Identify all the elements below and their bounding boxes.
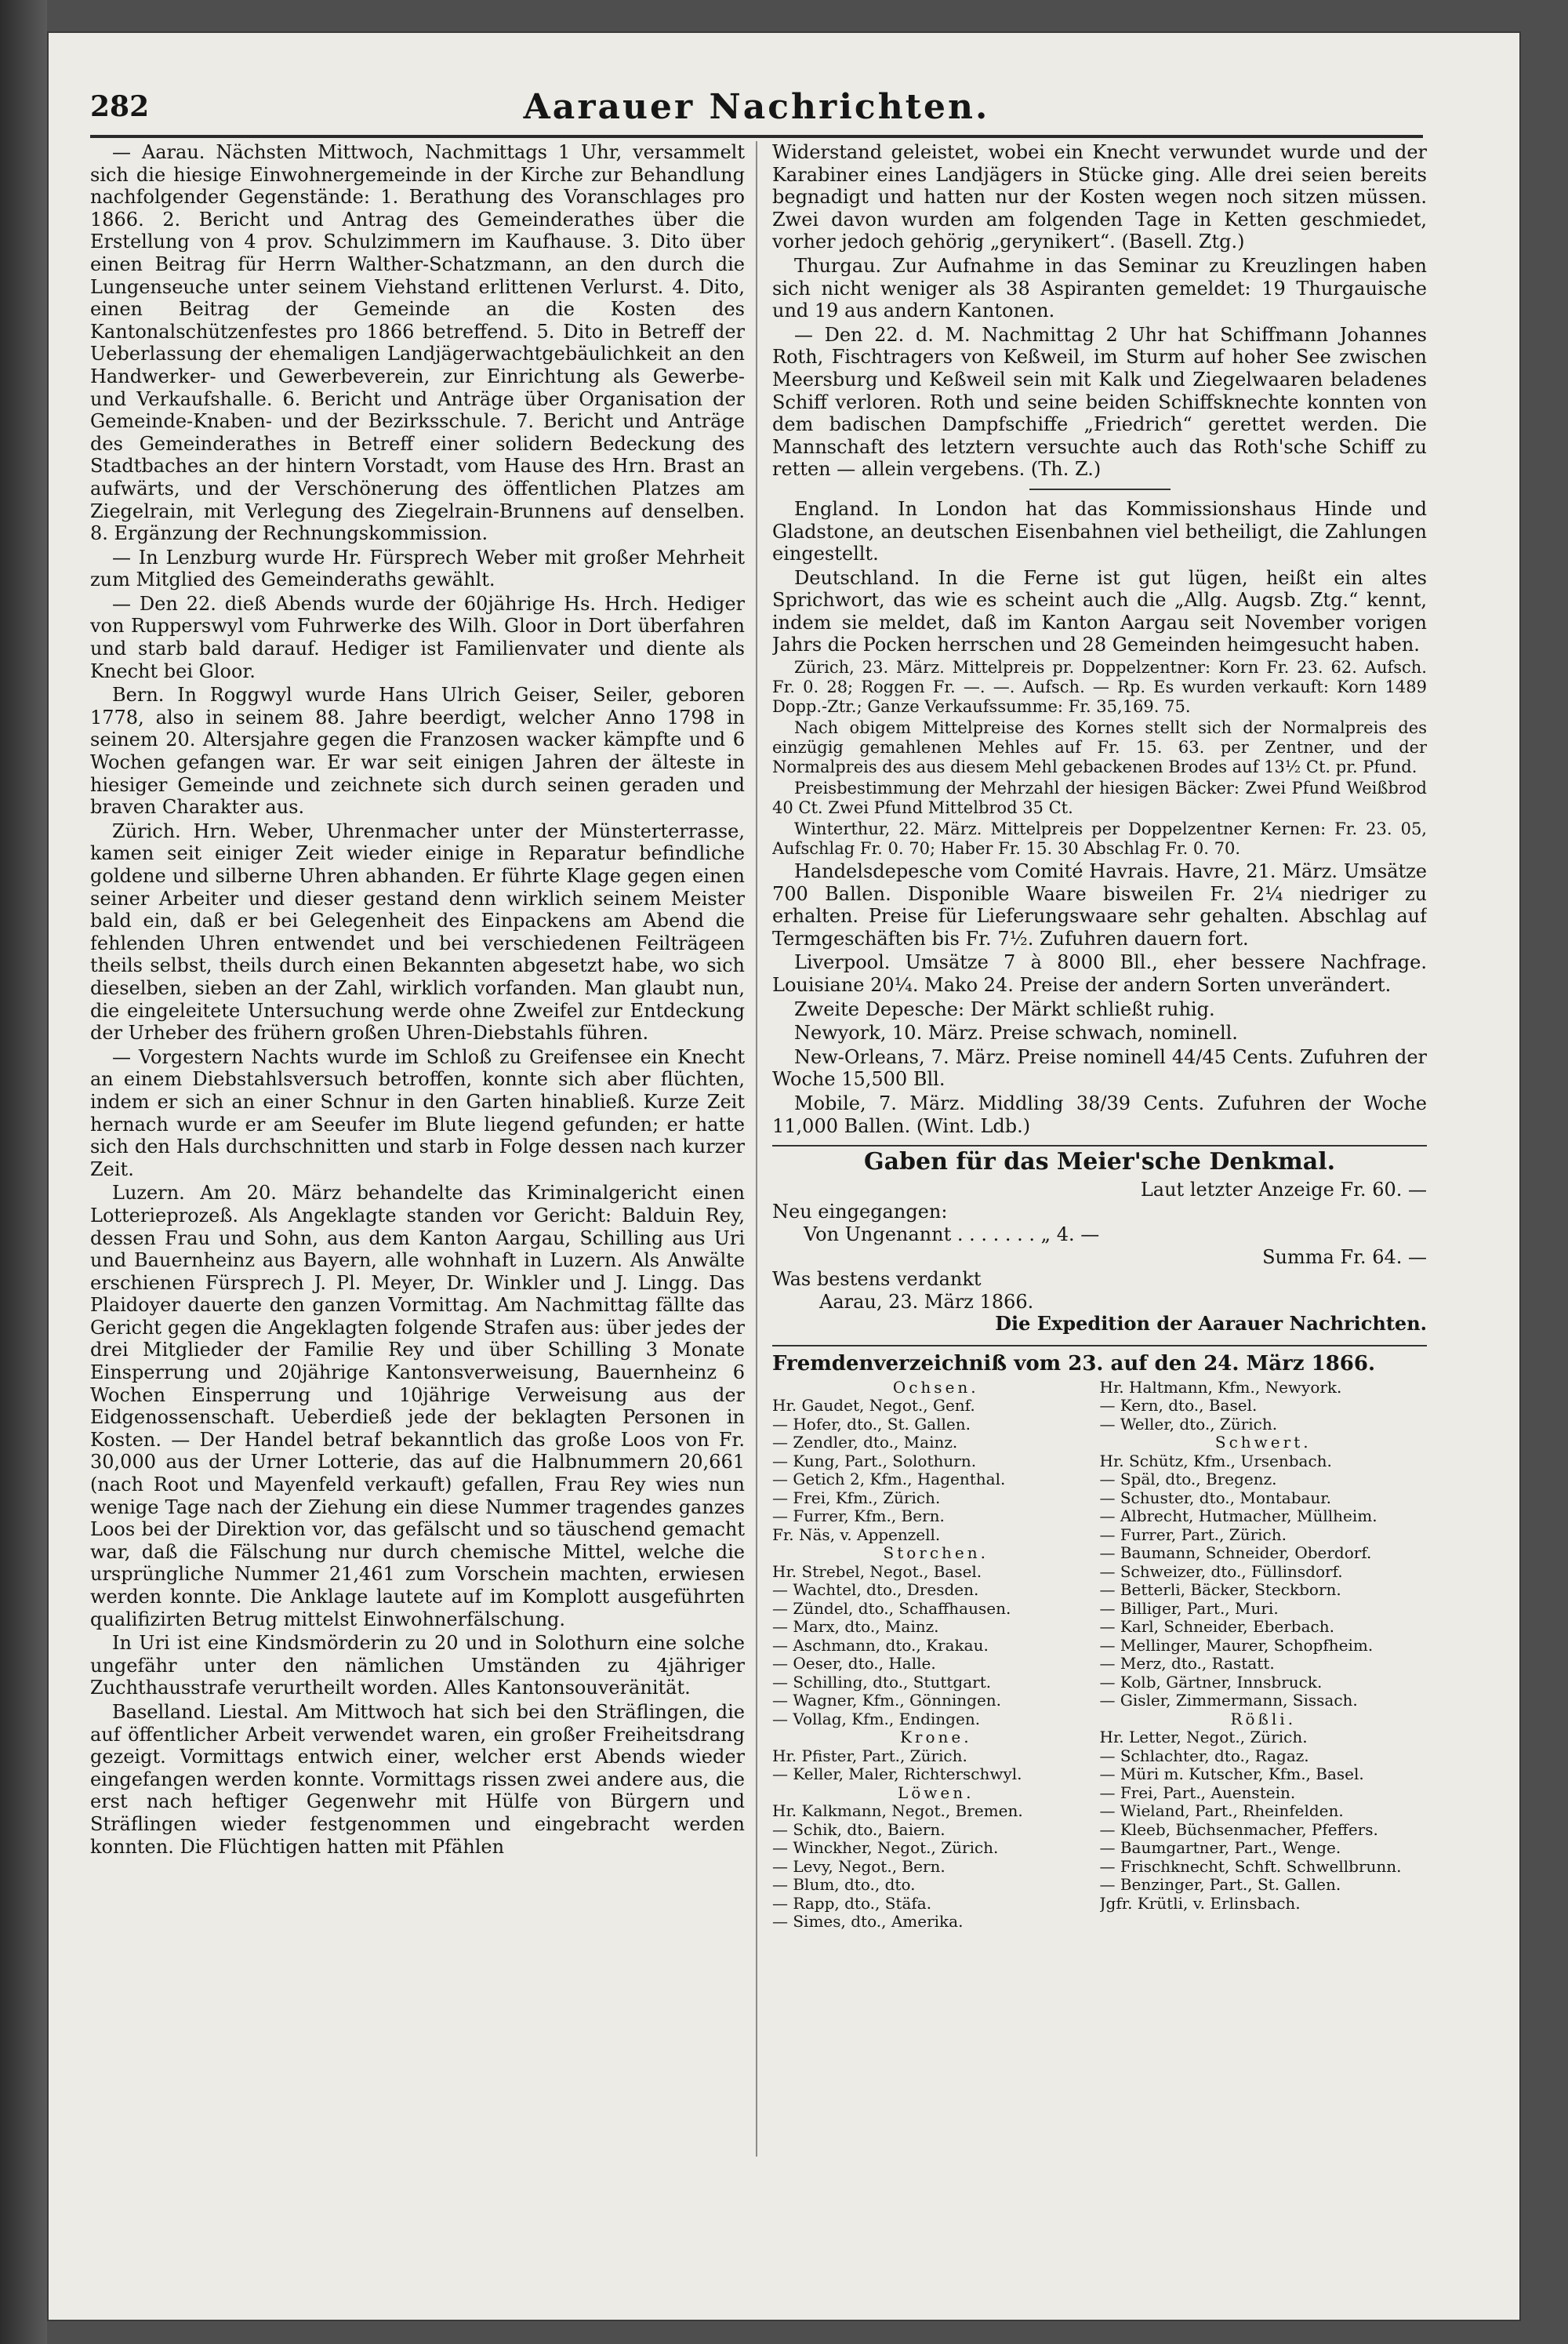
hotel-heading: Schwert. [1214,1433,1312,1452]
guest-entry: — Marx, dto., Mainz. [772,1618,939,1637]
guest-entry: — Benzinger, Part., St. Gallen. [1099,1876,1341,1895]
guest-entry: Fr. Näs, v. Appenzell. [772,1525,941,1544]
book-gutter [0,0,47,2344]
guest-entry: — Simes, dto., Amerika. [772,1913,964,1932]
depesche-liverpool: Liverpool. Umsätze 7 à 8000 Bll., eher bessere Nachfrage. Louisiane 20¼. Mako 24. Preise der andern Sorten unverändert. [772,951,1427,997]
guest-entry: — Keller, Maler, Richterschwyl. [772,1765,1022,1784]
guest-entry: — Billiger, Part., Muri. [1099,1599,1279,1618]
gaben-dank: Was bestens verdankt [772,1268,982,1291]
article-baselland-continued: Widerstand geleistet, wobei ein Knecht verwundet wurde und der Karabiner eines Landjägers in Stücke ging. Alle drei seien bereits begnadigt und hatten nur der Kosten wegen noch sitzen müssen. Zwei davon wurden am folgenden Tage in Ketten geschmiedet, vorher jedoch gehörig „gerynikert“. (Basell. Ztg.) [772,141,1427,253]
market-preisbestimmung: Preisbestimmung der Mehrzahl der hiesigen Bäcker: Zwei Pfund Weißbrod 40 Ct. Zwei Pfund Mittelbrod 35 Ct. [772,779,1427,818]
guest-entry: — Kern, dto., Basel. [1099,1397,1258,1415]
depesche-havre: Handelsdepesche vom Comité Havrais. Havre, 21. März. Umsätze 700 Ballen. Disponible Waare bisweilen Fr. 2¼ niedriger zu erhalten. Preise für Lieferungswaare sehr gehalten. Abschlag auf Termgeschäften bis Fr. 7½. Zufuhren dauern fort. [772,860,1427,950]
gaben-neu: Neu eingegangen: [772,1201,948,1223]
guest-entry: — Gisler, Zimmermann, Sissach. [1099,1692,1358,1710]
guest-entry: — Zündel, dto., Schaffhausen. [772,1599,1011,1618]
masthead [90,87,1423,137]
guest-entry: — Vollag, Kfm., Endingen. [772,1710,981,1728]
fremden-left-column [772,1379,1100,1932]
masthead-rule [90,135,1423,138]
column-divider [756,141,757,2157]
guest-entry: — Karl, Schneider, Eberbach. [1099,1618,1334,1637]
guest-entry: — Baumann, Schneider, Oberdorf. [1099,1544,1372,1563]
guest-entry: Hr. Kalkmann, Negot., Bremen. [772,1802,1023,1821]
gaben-expedition: Die Expedition der Aarauer Nachrichten. [995,1312,1427,1336]
guest-entry: — Betterli, Bäcker, Steckborn. [1099,1581,1341,1600]
guest-entry: Hr. Haltmann, Kfm., Newyork. [1099,1378,1342,1397]
article-lenzburg: — In Lenzburg wurde Hr. Fürsprech Weber mit großer Mehrheit zum Mitglied des Gemeinderaths gewählt. [90,546,745,591]
guest-entry: — Weller, dto., Zürich. [1099,1415,1278,1434]
guest-entry: — Furrer, Kfm., Bern. [772,1507,945,1526]
guest-entry: — Getich 2, Kfm., Hagenthal. [772,1470,1006,1489]
guest-entry: — Müri m. Kutscher, Kfm., Basel. [1099,1765,1364,1784]
article-schiffmann: — Den 22. d. M. Nachmittag 2 Uhr hat Schiffmann Johannes Roth, Fischtragers von Keßweil, im Sturm auf hoher See zwischen Meersburg und Keßweil sein mit Kalk und Ziegelwaaren beladenes Schiff verloren. Roth und seine beiden Schiffsknechte konnten von dem badischen Dampfschiffe „Friedrich“ gerettet werden. Die Mannschaft des letztern versuchte auch das Roth'sche Schiff zu retten — allein vergebens. (Th. Z.) [772,323,1427,481]
guest-entry: Hr. Strebel, Negot., Basel. [772,1562,982,1581]
fremden-heading: Fremdenverzeichniß vom 23. auf den 24. März 1866. [772,1345,1427,1376]
depesche-mobile: Mobile, 7. März. Middling 38/39 Cents. Zufuhren der Woche 11,000 Ballen. (Wint. Ldb.) [772,1092,1427,1137]
fremden-right-column [1100,1379,1428,1932]
market-zuerich: Zürich, 23. März. Mittelpreis pr. Doppelzentner: Korn Fr. 23. 62. Aufsch. Fr. 0. 28; Roggen Fr. —. —. Aufsch. — Rp. Es wurden verkauft: Korn 1489 Dopp.-Ztr.; Ganze Verkaufssumme: Fr. 35,169. 75. [772,658,1427,717]
page-number: 282 [90,90,150,123]
hotel-heading: Krone. [899,1728,972,1747]
guest-entry: — Hofer, dto., St. Gallen. [772,1415,971,1434]
right-column [772,141,1427,2227]
guest-entry: — Baumgartner, Part., Wenge. [1099,1839,1341,1858]
guest-entry: Jgfr. Krütli, v. Erlinsbach. [1099,1894,1301,1913]
gaben-letzte: Laut letzter Anzeige Fr. 60. — [1140,1178,1427,1201]
gaben-section [772,1145,1427,1336]
guest-entry: — Kolb, Gärtner, Innsbruck. [1099,1673,1323,1692]
article-thurgau: Thurgau. Zur Aufnahme in das Seminar zu Kreuzlingen haben sich nicht weniger als 38 Aspiranten gemeldet: 19 Thurgauische und 19 aus andern Kantonen. [772,254,1427,322]
guest-entry: — Rapp, dto., Stäfa. [772,1894,932,1913]
gaben-summa: Summa Fr. 64. — [1262,1245,1427,1268]
guest-entry: — Aschmann, dto., Krakau. [772,1636,989,1655]
depesche-zweite: Zweite Depesche: Der Märkt schließt ruhig. [794,998,1215,1020]
guest-entry: Hr. Pfister, Part., Zürich. [772,1746,967,1765]
gaben-ort: Aarau, 23. März 1866. [819,1290,1034,1313]
article-zuerich: Zürich. Hrn. Weber, Uhrenmacher unter der Münsterterrasse, kamen seit einiger Zeit wieder einige in Reparatur befindliche goldene und silberne Uhren abhanden. Er führte Klage gegen einen seiner Arbeiter und dieser gestand denn wirklich seinem Meister bald ein, daß er bei Gelegenheit des Einpackens am Abend die fehlenden Uhren entwendet und bei verschiedenen Feilträgeen theils selbst, theils durch einen Bekannten abgesetzt habe, wo sich dieselben, sieben an der Zahl, wirklich vorfanden. Man glaubt nun, die eingeleitete Untersuchung werde ohne Zweifel zur Entdeckung der Urheber des frühern großen Uhren-Diebstahls führen. [90,819,745,1045]
guest-entry: — Levy, Negot., Bern. [772,1857,946,1876]
guest-entry: — Frei, Part., Auenstein. [1099,1783,1296,1802]
hotel-heading: Rößli. [1230,1709,1297,1728]
guest-entry: — Winckher, Negot., Zürich. [772,1839,999,1858]
guest-entry: — Wachtel, dto., Dresden. [772,1581,979,1600]
guest-entry: — Furrer, Part., Zürich. [1099,1525,1287,1544]
article-luzern: Luzern. Am 20. März behandelte das Kriminalgericht einen Lotterieprozeß. Als Angeklagte standen vor Gericht: Balduin Rey, dessen Frau und Sohn, aus dem Kanton Aargau, Schilling aus Uri und Bauernheinz aus Bayern, alle wohnhaft in Luzern. Als Anwälte erschienen Fürsprech J. Pl. Meyer, Dr. Winkler und J. Lingg. Das Plaidoyer dauerte den ganzen Vormittag. Am Nachmittag fällte das Gericht gegen die Angeklagten folgende Strafen aus: über jedes der drei Mitglieder der Familie Rey und über Schilling 3 Monate Einsperrung und 20jährige Kantonsverweisung, Bauernheinz 6 Wochen Einsperrung und 10jährige Verweisung aus der Eidgenossenschaft. Ueberdieß jede der beklagten Personen in Kosten. — Der Handel betraf bekanntlich das große Loos von Fr. 30,000 aus der Urner Lotterie, das auf die Halbnummern 20,661 (nach Root und Mayenfeld verkauft) gefallen, Frau Rey wies nun wenige Tage nach der Ziehung ein diese Nummer tragendes ganzes Loos bei der Direktion vor, das gefälscht und so täuschend gemacht war, daß die Fälschung nur durch chemische Mittel, welche die ursprüngliche Nummer 21,461 zum Vorschein machten, erwiesen werden konnte. Die Anklage lautete auf im Komplott ausgeführten qualifizirten Betrug mittelst Einwohnerfälschung. [90,1182,745,1630]
hotel-heading: Löwen. [897,1783,975,1802]
guest-entry: — Kung, Part., Solothurn. [772,1452,977,1470]
guest-entry: — Schik, dto., Baiern. [772,1820,946,1839]
guest-entry: Hr. Schütz, Kfm., Ursenbach. [1099,1452,1332,1470]
guest-entry: — Schweizer, dto., Füllinsdorf. [1099,1562,1343,1581]
hotel-heading: Ochsen. [892,1377,979,1397]
guest-entry: — Wagner, Kfm., Gönningen. [772,1692,1002,1710]
guest-entry: — Mellinger, Maurer, Schopfheim. [1099,1636,1374,1655]
guest-entry: — Merz, dto., Rastatt. [1099,1655,1275,1674]
hotel-heading: Storchen. [883,1543,989,1563]
gaben-von: Von Ungenannt . . . . . . . „ 4. — [804,1223,1100,1245]
guest-entry: — Schilling, dto., Stuttgart. [772,1673,992,1692]
market-normalpreis: Nach obigem Mittelpreise des Kornes stellt sich der Normalpreis des einzügig gemahlenen Mehles auf Fr. 15. 63. per Zentner, und der Normalpreis des aus diesem Mehl gebackenen Brodes auf 13½ Ct. pr. Pfund. [772,718,1427,777]
article-uri: In Uri ist eine Kindsmörderin zu 20 und in Solothurn eine solche ungefähr unter den nämlichen Umständen zu 4jähriger Zuchthausstrafe verurtheilt worden. Alles Kantonsouveränität. [90,1632,745,1699]
depesche-newyork: Newyork, 10. März. Preise schwach, nominell. [794,1022,1238,1045]
article-bern: Bern. In Roggwyl wurde Hans Ulrich Geiser, Seiler, geboren 1778, also in seinem 88. Jahre beerdigt, welcher Anno 1798 in seinem 20. Altersjahre gegen die Franzosen wacker kämpfte und 6 Wochen gefangen war. Er war seit einigen Jahren der älteste in hiesiger Gemeinde und zeichnete sich durch seinen geraden und braven Charakter aus. [90,684,745,819]
guest-entry: — Oeser, dto., Halle. [772,1655,936,1674]
separator [1029,489,1171,490]
gaben-heading: Gaben für das Meier'sche Denkmal. [772,1145,1427,1174]
guest-entry: — Frischknecht, Schft. Schwellbrunn. [1099,1857,1402,1876]
guest-entry: — Zendler, dto., Mainz. [772,1434,958,1452]
guest-entry: — Schlachter, dto., Ragaz. [1099,1746,1309,1765]
paper-title: Aarauer Nachrichten. [523,87,990,127]
left-column [90,141,745,2227]
guest-entry: — Wieland, Part., Rheinfelden. [1099,1802,1344,1821]
guest-entry: — Schuster, dto., Montabaur. [1099,1488,1332,1507]
article-england: England. In London hat das Kommissionshaus Hinde und Gladstone, an deutschen Eisenbahnen viel betheiligt, die Zahlungen eingestellt. [772,497,1427,565]
guest-entry: Hr. Letter, Negot., Zürich. [1099,1728,1308,1747]
fremden-list [772,1379,1427,1932]
guest-entry: — Blum, dto., dto. [772,1876,916,1895]
article-greifensee: — Vorgestern Nachts wurde im Schloß zu Greifensee ein Knecht an einem Diebstahlsversuch betroffen, konnte sich aber flüchten, indem er sich an einer Schnur in den Garten hinabließ. Kurze Zeit hernach wurde er am Seeufer im Blute liegend gefunden; er hatte sich den Hals durchschnitten und starb in Folge dessen nach kurzer Zeit. [90,1045,745,1180]
depesche-neworleans: New-Orleans, 7. März. Preise nominell 44/45 Cents. Zufuhren der Woche 15,500 Bll. [772,1045,1427,1091]
article-baselland: Baselland. Liestal. Am Mittwoch hat sich bei den Sträflingen, die auf öffentlicher Arbeit verwendet waren, ein großer Freiheitsdrang gezeigt. Vormittags entwich einer, welcher erst Abends wieder eingefangen werden konnte. Vormittags rissen zwei andere aus, die erst nach heftiger Gegenwehr mit Hülfe von Bürgern und Sträflingen wieder festgenommen und eingebracht werden konnten. Die Flüchtigen hatten mit Pfählen [90,1700,745,1858]
guest-entry: — Albrecht, Hutmacher, Müllheim. [1099,1507,1377,1526]
guest-entry: — Kleeb, Büchsenmacher, Pfeffers. [1099,1820,1378,1839]
article-deutschland: Deutschland. In die Ferne ist gut lügen, heißt ein altes Sprichwort, das wie es scheint auch die „Allg. Augsb. Ztg.“ kennt, indem sie meldet, daß im Kanton Aargau seit November vorigen Jahrs die Pocken herrschen und 28 Gemeinden heimgesucht haben. [772,566,1427,656]
market-winterthur: Winterthur, 22. März. Mittelpreis per Doppelzentner Kernen: Fr. 23. 05, Aufschlag Fr. 0. 70; Haber Fr. 15. 30 Abschlag Fr. 0. 70. [772,819,1427,859]
guest-entry: — Frei, Kfm., Zürich. [772,1488,941,1507]
article-aarau: — Aarau. Nächsten Mittwoch, Nachmittags 1 Uhr, versammelt sich die hiesige Einwohnergemeinde in der Kirche zur Behandlung nachfolgender Gegenstände: 1. Berathung des Voranschlages pro 1866. 2. Bericht und Antrag des Gemeinderathes über die Erstellung von 4 prov. Schulzimmern im Kaufhause. 3. Dito über einen Beitrag für Herrn Walther-Schatzmann, an den durch die Lungenseuche unter seinem Viehstand erlittenen Verlurst. 4. Dito, einen Beitrag der Gemeinde an die Kosten des Kantonalschützenfestes pro 1866 betreffend. 5. Dito in Betreff der Ueberlassung der ehemaligen Landjägerwachtgebäulichkeit an den Handwerker- und Gewerbeverein, zur Einrichtung als Gewerbe- und Verkaufshalle. 6. Bericht und Anträge über Organisation der Gemeinde-Knaben- und der Bezirksschule. 7. Bericht und Anträge des Gemeinderathes in Betreff einer solidern Bedeckung des Stadtbaches an der hintern Vorstadt, vom Hause des Hrn. Brast an aufwärts, und der Verschönerung des öffentlichen Platzes am Ziegelrain, mit Verlegung des Ziegelrain-Brunnens auf denselben. 8. Ergänzung der Rechnungskommission. [90,141,745,545]
guest-entry: Hr. Gaudet, Negot., Genf. [772,1397,975,1415]
article-hediger: — Den 22. dieß Abends wurde der 60jährige Hs. Hrch. Hediger von Rupperswyl vom Fuhrwerke des Wilh. Gloor in Dort überfahren und starb bald darauf. Hediger ist Familienvater und diente als Knecht bei Gloor. [90,592,745,682]
guest-entry: — Späl, dto., Bregenz. [1099,1470,1277,1489]
